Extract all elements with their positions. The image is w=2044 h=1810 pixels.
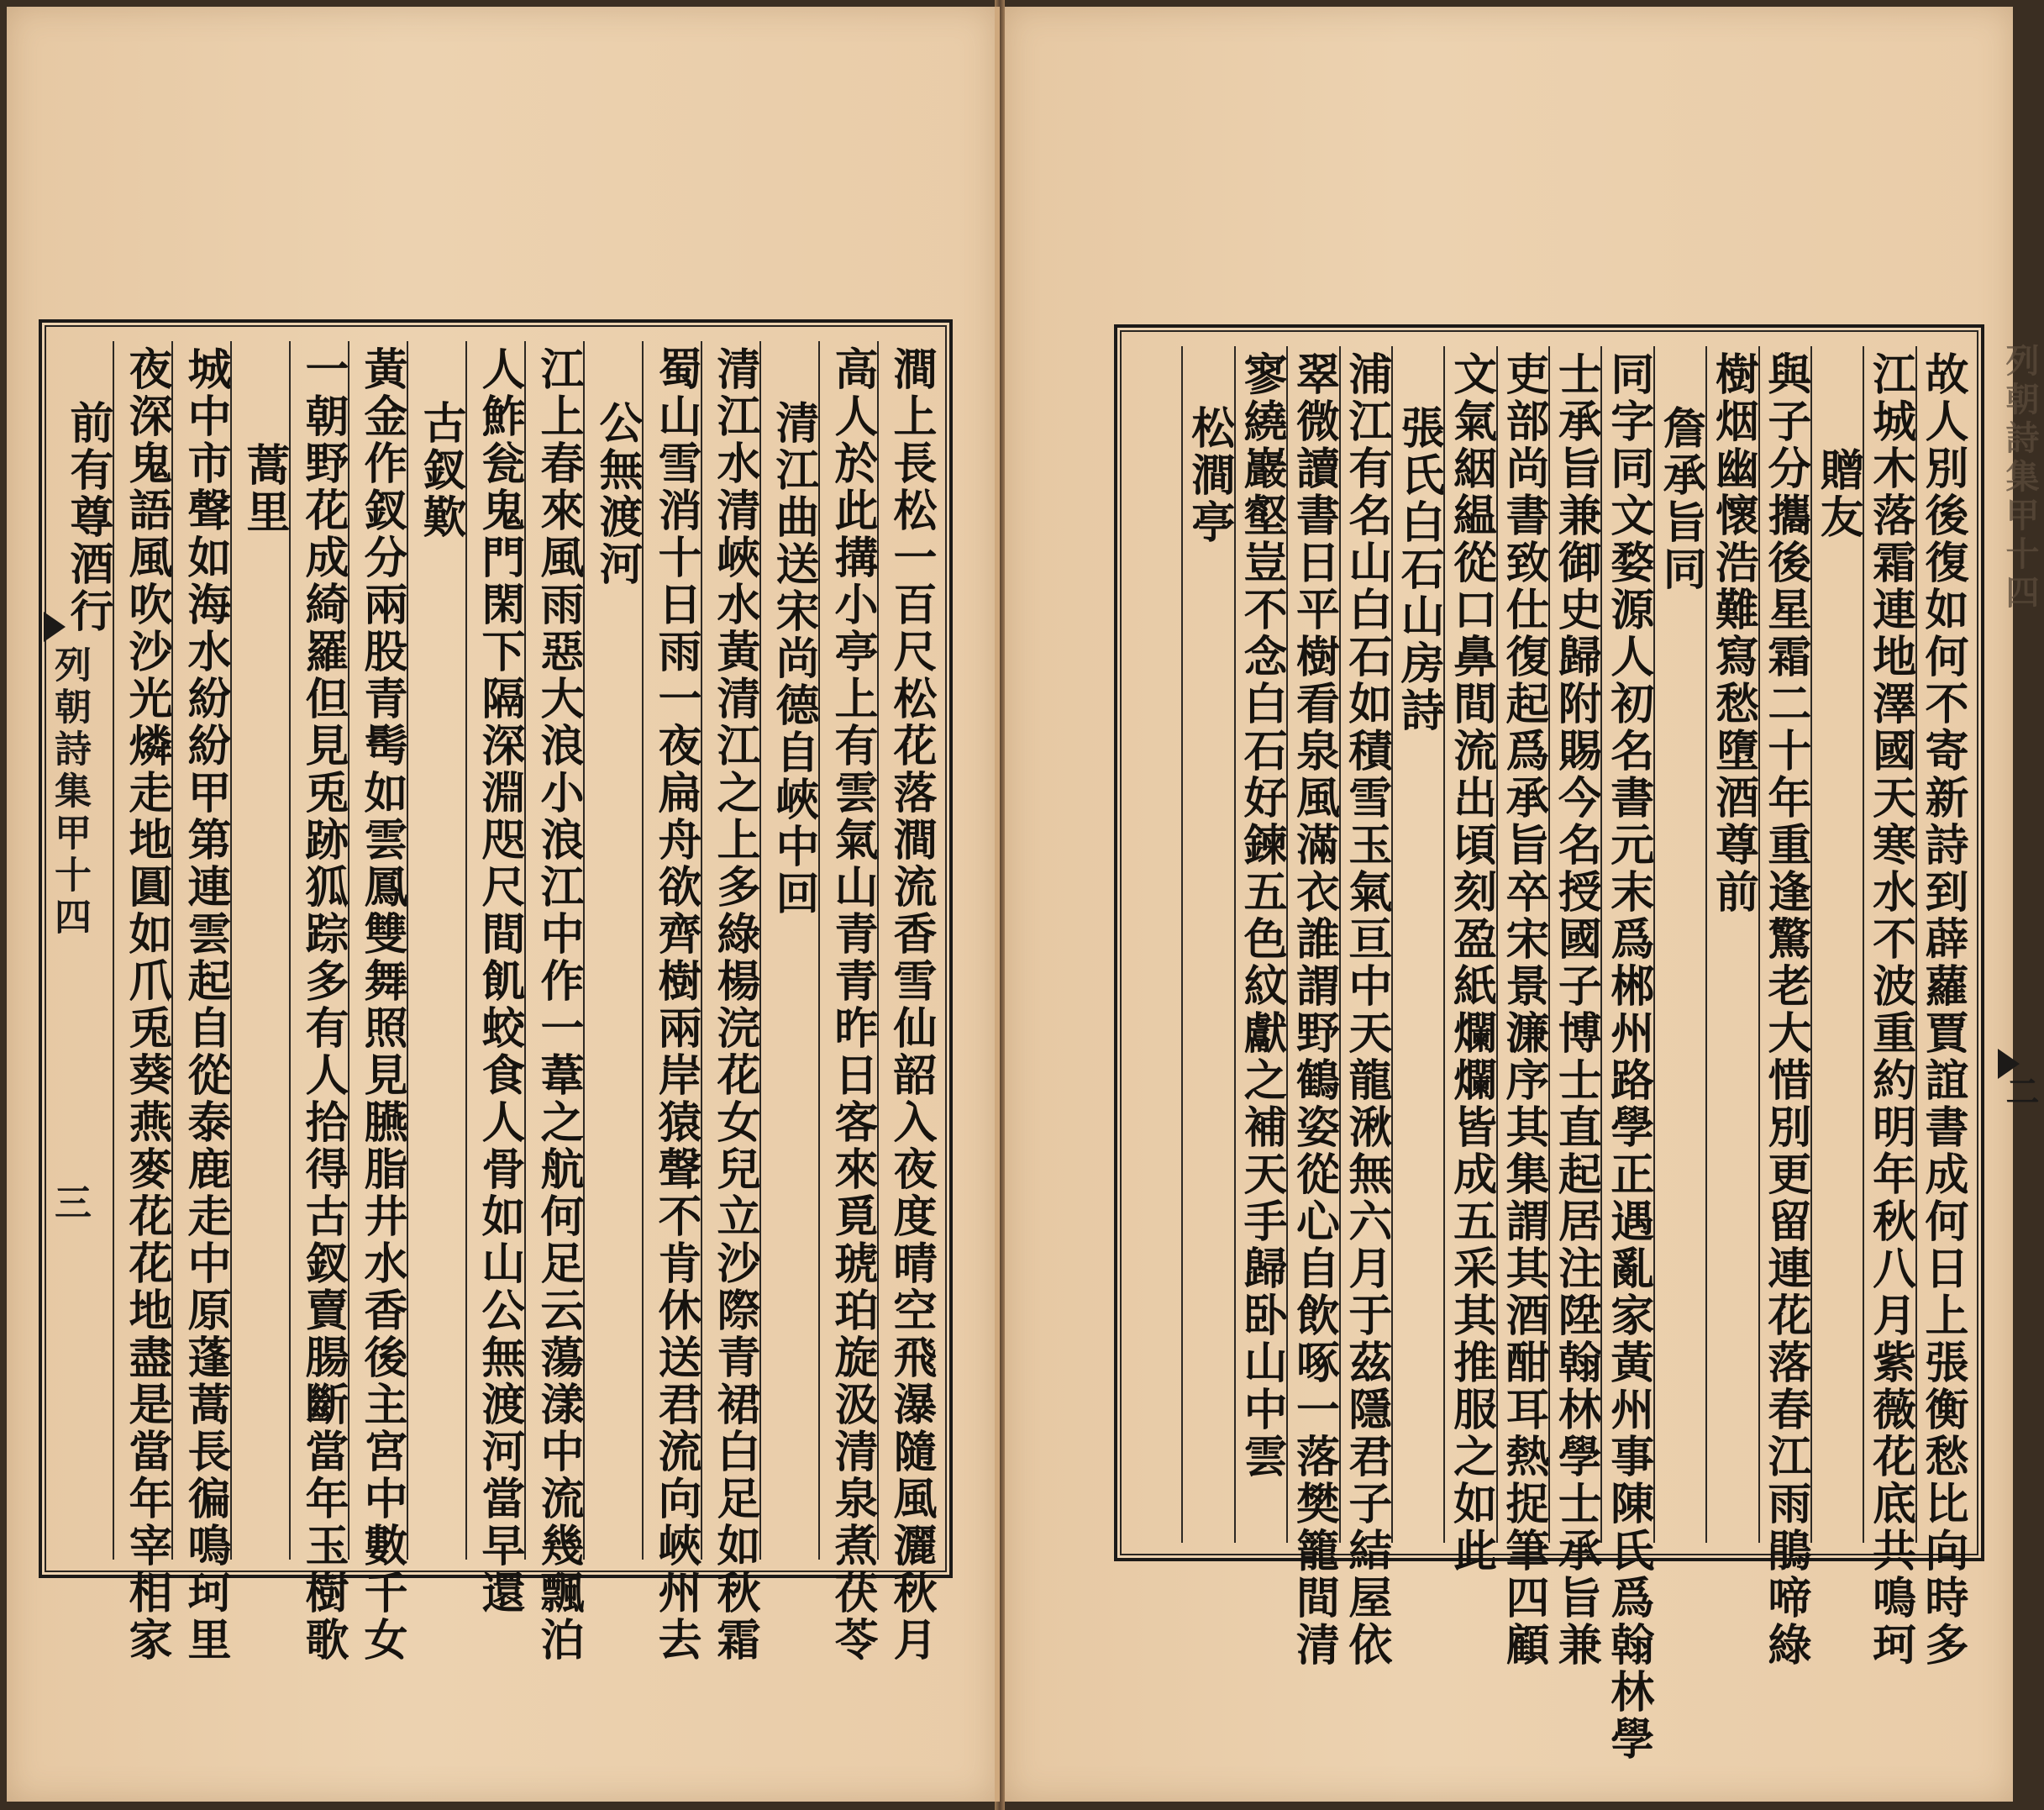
poem-title: 前有尊酒行 [62, 400, 113, 635]
text-column: 黃金作釵分兩股青髩如雲鳳雙舞照見臙脂井水香後主宮中數千女 [348, 341, 407, 1560]
page-number: 二 [2000, 1074, 2040, 1113]
text-column: 夜深鬼語風吹沙光燐走地圓如爪兎葵燕麥花花地盡是當年宰相家 [113, 341, 171, 1560]
text-column: 寥繞巖壑豈不念白石好鍊五色紋獻之補天手歸卧山中雲 [1234, 346, 1286, 1543]
text-column: 浦江有名山白石如積雪玉氣亘中天龍湫無六月于茲隱君子結屋依 [1339, 346, 1391, 1543]
text-column: 清江水清峽水黃清江之上多綠楊浣花女兒立沙際青裙白足如秋霜 [701, 341, 759, 1560]
poem-title: 蒿里 [230, 341, 289, 1560]
text-column: 一朝野花成綺羅但見兎跡狐踪多有人拾得古釵賣腸斷當年玉樹歌 [289, 341, 348, 1560]
text-column: 故人別後復如何不寄新詩到薜蘿賈誼書成何日上張衡愁比向時多 [1915, 346, 1968, 1543]
poem-title: 古釵歎 [407, 341, 465, 1560]
author-heading: 詹承旨同 [1653, 346, 1705, 1543]
right-text-block [1114, 324, 1984, 1763]
text-column: 與子分攜後星霜二十年重逢驚老大惜別更留連花落春江雨鵑啼綠 [1758, 346, 1810, 1543]
text-column [1131, 346, 1181, 1543]
poem-title: 贈友 [1810, 346, 1863, 1543]
text-column: 人鮓瓮鬼門閑下隔深淵咫尺間飢蛟食人骨如山公無渡河當早還 [465, 341, 524, 1560]
left-text-block [39, 319, 953, 1664]
text-column: 江城木落霜連地澤國天寒水不波重約明年秋八月紫薇花底共鳴珂 [1863, 346, 1915, 1543]
poem-title: 公無渡河 [583, 341, 642, 1560]
poem-title: 松澗亭 [1181, 346, 1233, 1543]
text-column: 文氣絪緼從口鼻間流出頃刻盈紙爛爛皆成五采其推服之如此 [1443, 346, 1495, 1543]
text-column: 城中市聲如海水紛紛甲第連雲起自從泰鹿走中原蓬蒿長徧鳴珂里 [171, 341, 230, 1560]
fish-tail-mark [44, 612, 66, 642]
text-column: 士承旨兼御史歸附賜今名授國子博士直起居注陞翰林學士承旨兼 [1548, 346, 1600, 1543]
text-column: 高人於此搆小亭上有雲氣山青青昨日客來覓琥珀旋汲清泉煮茯苓 [818, 341, 877, 1560]
margin-title: 列朝詩集甲十四 [48, 645, 91, 939]
text-column: 翠微讀書日平樹看泉風滿衣誰謂野鶴姿從心自飲啄一落樊籠間清 [1286, 346, 1338, 1543]
left-columns [55, 341, 937, 1664]
right-page [1000, 7, 2040, 1802]
poem-title: 清江曲送宋尚德自峽中回 [759, 341, 818, 1560]
text-column: 樹烟幽懷浩難寫愁墮酒尊前 [1705, 346, 1758, 1543]
page-number: 三 [48, 1183, 91, 1225]
poem-title: 張氏白石山房詩 [1391, 346, 1443, 1543]
left-page [7, 7, 1000, 1802]
right-columns [1131, 346, 1968, 1763]
text-column: 吏部尚書致仕復起爲承旨卒宋景濂序其集謂其酒酣耳熱捉筆四顧 [1496, 346, 1548, 1543]
text-column: 蜀山雪消十日雨一夜扁舟欲齊樹兩岸猿聲不肯休送君流向峽州去 [642, 341, 701, 1560]
text-column: 澗上長松一百尺松花落澗流香雪仙韶入夜度晴空飛瀑隨風灑秋月 [877, 341, 936, 1560]
margin-title: 列朝詩集甲十四 [2000, 343, 2040, 613]
text-column: 江上春來風雨惡大浪小浪江中作一葦之航何足云蕩漾中流幾飄泊 [524, 341, 583, 1560]
text-column: 同字同文婺源人初名書元末爲郴州路學正遇亂家黃州事陳氏爲翰林學 [1600, 346, 1653, 1543]
